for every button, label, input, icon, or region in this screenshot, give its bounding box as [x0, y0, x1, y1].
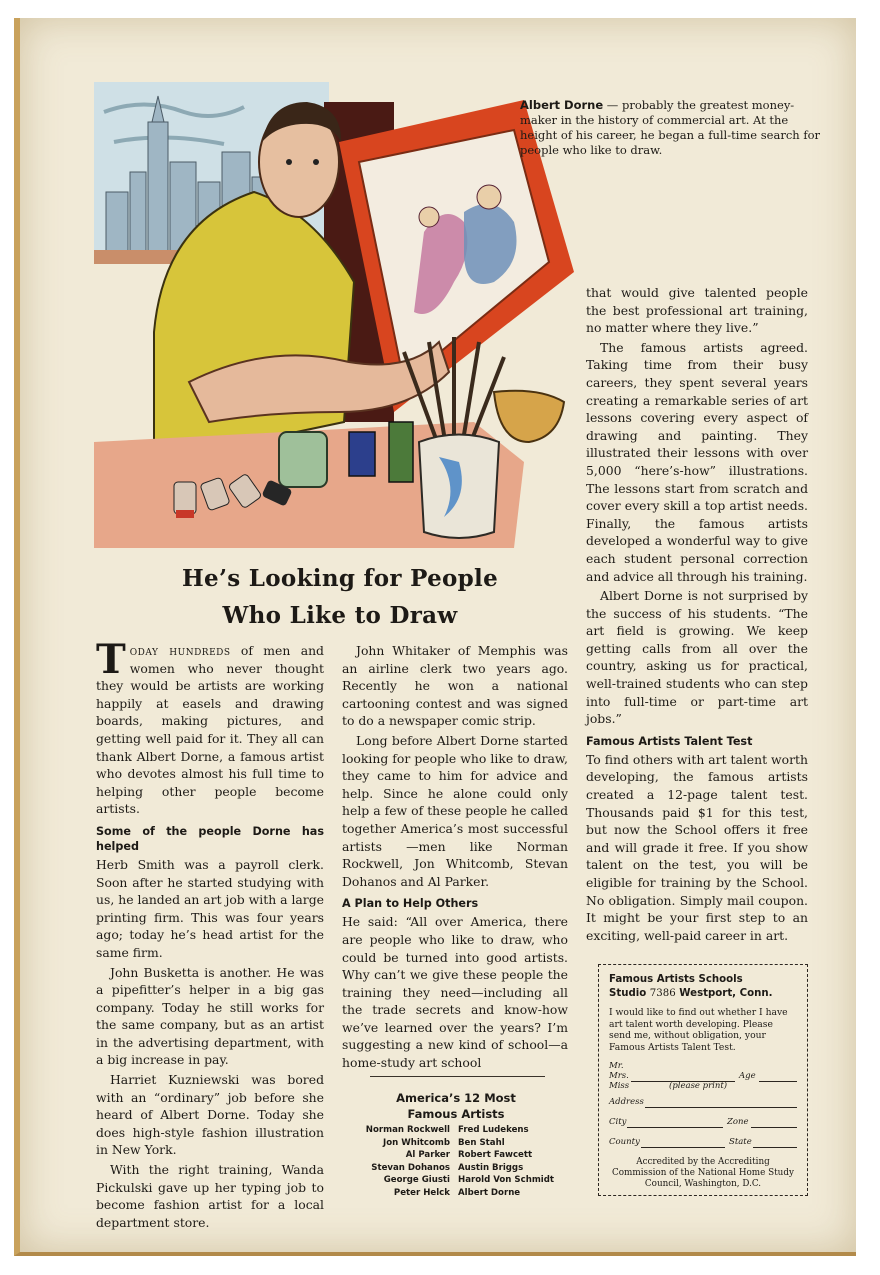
- artist-name: Jon Whitcomb: [383, 1137, 450, 1148]
- field-label: Mrs.: [609, 1071, 629, 1081]
- coupon-city: Westport, Conn.: [679, 988, 773, 999]
- article-column-3: [586, 284, 808, 946]
- subheading: Famous Artists Talent Test: [586, 734, 753, 748]
- field-label: State: [729, 1137, 752, 1147]
- paragraph: He said: “All over America, there are people who like to draw, who could be turned into good artists. Why can’t we give these people the training they need—including all the trade secrets and know-how we’ve learned over the years? I’m suggesting a new kind of school—a home-study art school: [342, 914, 568, 1071]
- coupon-body: I would like to find out whether I have art talent worth developing. Please send me, without obligation, your Famous Artists Talent Test.: [609, 1007, 788, 1053]
- paragraph: John Busketta is another. He was a pipefitter’s helper in a big gas company. Today he still works for the same company, but as an artist in the advertising department, with a big increase in pay.: [96, 964, 324, 1068]
- lead-in: oday hundreds: [129, 643, 231, 658]
- paragraph: Herb Smith was a payroll clerk. Soon after he started studying with us, he landed an art job with a large printing firm. This was four years ago; today he’s head artist for the same firm.: [96, 856, 324, 960]
- paragraph: Harriet Kuzniewski was bored with an “ordinary” job before she heard of Albert Dorne. Today she does high-style fashion illustration in New York.: [96, 1072, 324, 1158]
- artist-name: Robert Fawcett: [458, 1150, 533, 1161]
- artist-name: Fred Ludekens: [458, 1125, 529, 1135]
- list-item: [336, 1162, 576, 1175]
- list-item: [336, 1187, 576, 1200]
- state-field[interactable]: [753, 1147, 797, 1148]
- field-label: Miss: [609, 1081, 630, 1091]
- coupon-school: Famous Artists Schools: [609, 974, 743, 985]
- subheading: Some of the people Dorne has helped: [96, 824, 324, 853]
- artist-name: Austin Briggs: [458, 1162, 524, 1173]
- artist-name: Norman Rockwell: [365, 1125, 450, 1135]
- coupon-address-row[interactable]: [609, 1097, 797, 1111]
- paragraph: Albert Dorne is not surprised by the success of his students. “The art field is growing. We keep getting calls from all over the country, asking us for practical, well-trained students who can step into full-time or part-time art jobs.”: [586, 588, 808, 727]
- artist-name: Albert Dorne: [458, 1187, 521, 1198]
- mail-coupon[interactable]: [598, 964, 808, 1196]
- coupon-address-line: [609, 987, 797, 1001]
- artist-illustration: [94, 82, 580, 548]
- field-label: City: [609, 1117, 627, 1127]
- subheading: A Plan to Help Others: [342, 897, 479, 911]
- address-field[interactable]: [645, 1107, 797, 1108]
- list-item: [336, 1137, 576, 1150]
- drop-cap: T: [96, 636, 126, 683]
- field-label: County: [609, 1137, 640, 1147]
- coupon-studio-number: 7386: [649, 988, 676, 999]
- city-field[interactable]: [627, 1127, 723, 1128]
- paragraph: that would give talented people the best professional art training, no matter where they live.”: [586, 285, 808, 336]
- artists-list: [336, 1124, 576, 1200]
- artist-name: Stevan Dohanos: [371, 1162, 450, 1173]
- paragraph-text: of men and women who never thought they would be artists are working happily at easels and drawing boards, making pictures, and getting well paid for it. They all can thank Albert Dorne, a famous artist who devotes almost his full time to helping other people become artists.: [96, 643, 324, 817]
- paragraph: Long before Albert Dorne started looking for people who like to draw, they came to him for advice and help. Since he alone could only help a few of these people he called together America’s most successful artists —men like Norman Rockwell, Jon Whitcomb, Stevan Dohanos and Al Parker.: [342, 732, 568, 889]
- artist-name: Harold Von Schmidt: [458, 1175, 554, 1186]
- county-field[interactable]: [641, 1147, 725, 1148]
- field-label: Mr.: [609, 1061, 624, 1071]
- artist-name: Al Parker: [405, 1150, 450, 1161]
- paragraph: John Whitaker of Memphis was an airline clerk two years ago. Recently he won a national cartooning contest and was signed to do a newspaper comic strip.: [342, 643, 568, 729]
- artist-name: Peter Helck: [393, 1187, 450, 1198]
- artists-title-line-2: Famous Artists: [407, 1107, 505, 1121]
- headline: [110, 560, 570, 634]
- headline-line-2: Who Like to Draw: [222, 602, 458, 629]
- article-column-1: [96, 636, 324, 1233]
- paragraph: The famous artists agreed. Taking time from their busy careers, they spent several years creating a remarkable series of art lessons covering every aspect of drawing and painting. They illustrated their lessons with over 5,000 “here’s-how” illustrations. The lessons start from scratch and cover every skill a top artist needs. Finally, the famous artists developed a wonderful way to give each student personal correction and advice all through his training.: [586, 339, 808, 584]
- field-label: Address: [609, 1097, 644, 1107]
- paragraph: With the right training, Wanda Pickulski gave up her typing job to become fashion artist for a local department store.: [96, 1162, 324, 1230]
- field-label: Age: [739, 1071, 756, 1081]
- artists-list-title: [346, 1090, 566, 1122]
- headline-line-1: He’s Looking for People: [181, 565, 499, 592]
- coupon-city-row[interactable]: [609, 1117, 797, 1131]
- divider: [370, 1076, 545, 1077]
- water-bowl-icon: [494, 391, 564, 442]
- list-item: [336, 1124, 576, 1137]
- caption-name: Albert Dorne: [520, 98, 604, 112]
- coupon-county-row[interactable]: [609, 1137, 797, 1151]
- zone-field[interactable]: [751, 1127, 797, 1128]
- article-column-2: [342, 642, 568, 1074]
- paragraph: To find others with art talent worth developing, the famous artists created a 12-page talent test. Thousands paid $1 for this test, but now the School offers it free and will grade it free. If you show talent on the test, you will be eligible for training by the School. No obligation. Simply mail coupon. It might be your first step to an exciting, well-paid career in art.: [586, 751, 808, 943]
- artists-title-line-1: America’s 12 Most: [396, 1091, 516, 1105]
- artist-name: George Giusti: [383, 1175, 450, 1186]
- paragraph: [96, 636, 324, 818]
- coupon-miss-row: [609, 1081, 797, 1095]
- artist-name: Ben Stahl: [458, 1137, 505, 1148]
- accreditation-note: Accredited by the Accrediting Commission of the National Home Study Council, Washington, D.C.: [612, 1157, 794, 1189]
- coupon-studio-label: Studio: [609, 988, 647, 999]
- field-hint: (please print): [669, 1081, 728, 1091]
- list-item: [336, 1149, 576, 1162]
- field-label: Zone: [727, 1117, 749, 1127]
- ad-page: [14, 18, 856, 1256]
- illustration-caption: [520, 98, 820, 158]
- caption-text: — probably the greatest money-maker in the history of commercial art. At the height of his career, he began a full-time search for people who like to draw.: [520, 98, 820, 157]
- list-item: [336, 1174, 576, 1187]
